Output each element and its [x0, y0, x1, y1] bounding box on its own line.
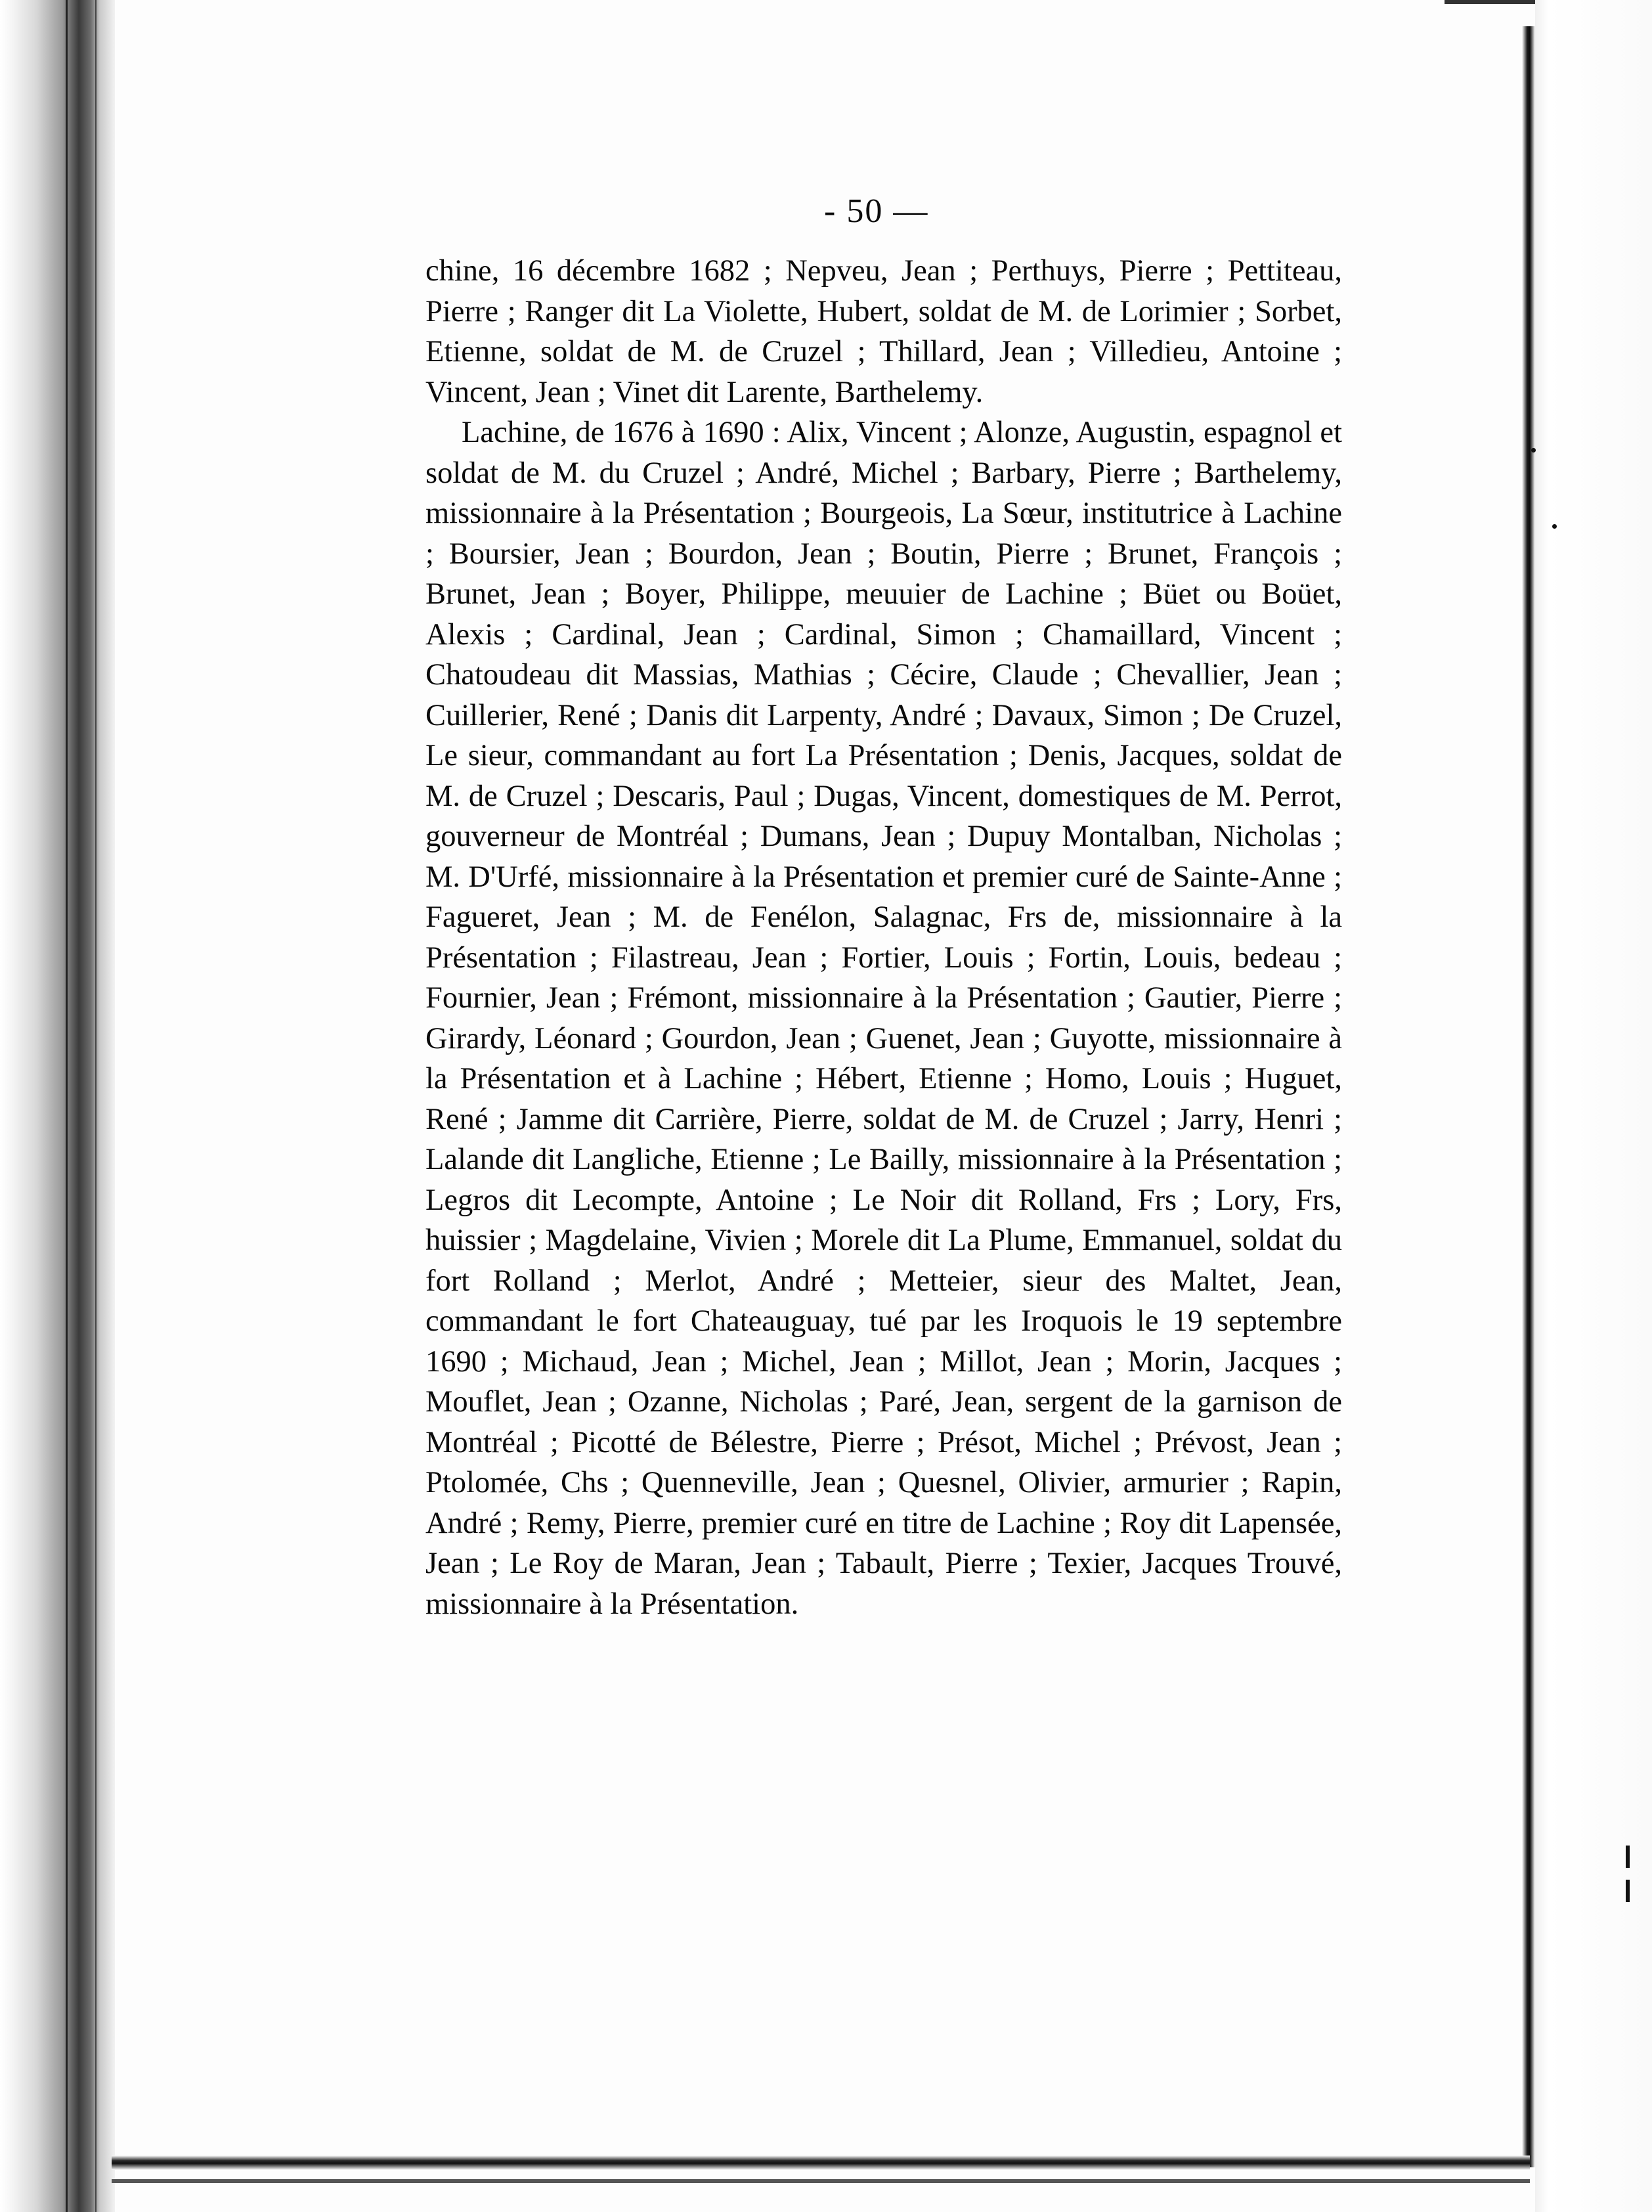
paragraph-lachine-list: Lachine, de 1676 à 1690 : Alix, Vincent ; Alonze, Augustin, espagnol et soldat de M. du Cruzel ; André, Michel ; Barbary, Pierre ; Barthelemy, missionnaire à la Présentation ; Bourgeois, La Sœur, institutrice à Lachine ; Boursier, Jean ; Bourdon, Jean ; Boutin, Pierre ; Brunet, François ; Brunet, Jean ; Boyer, Philippe, meuuier de Lachine ; Büet ou Boüet, Alexis ; Cardinal, Jean ; Cardinal, Simon ; Chamaillard, Vincent ; Chatoudeau dit Massias, Mathias ; Cécire, Claude ; Chevallier, Jean ; Cuillerier, René ; Danis dit Larpenty, André ; Davaux, Simon ; De Cruzel, Le sieur, commandant au fort La Présentation ; Denis, Jacques, soldat de M. de Cruzel ; Descaris, Paul ; Dugas, Vincent, domestiques de M. Perrot, gouverneur de Montréal ; Dumans, Jean ; Dupuy Montalban, Nicholas ; M. D'Urfé, missionnaire à la Présentation et premier curé de Sainte-Anne ; Fagueret, Jean ; M. de Fenélon, Salagnac, Frs de, missionnaire à la Présentation ; Filastreau, Jean ; Fortier, Louis ; Fortin, Louis, bedeau ; Fournier, Jean ; Frémont, missionnaire à la Présentation ; Gautier, Pierre ; Girardy, Léonard ; Gourdon, Jean ; Guenet, Jean ; Guyotte, missionnaire à la Présentation et à Lachine ; Hébert, Etienne ; Homo, Louis ; Huguet, René ; Jamme dit Carrière, Pierre, soldat de M. de Cruzel ; Jarry, Henri ; Lalande dit Langliche, Etienne ; Le Bailly, missionnaire à la Présentation ; Legros dit Lecompte, Antoine ; Le Noir dit Rolland, Frs ; Lory, Frs, huissier ; Magdelaine, Vivien ; Morele dit La Plume, Emmanuel, soldat du fort Rolland ; Merlot, André ; Metteier, sieur des Maltet, Jean, commandant le fort Chateauguay, tué par les Iroquois le 19 septembre 1690 ; Michaud, Jean ; Michel, Jean ; Millot, Jean ; Morin, Jacques ; Mouflet, Jean ; Ozanne, Nicholas ; Paré, Jean, sergent de la garnison de Montréal ; Picotté de Bélestre, Pierre ; Présot, Michel ; Prévost, Jean ; Ptolomée, Chs ; Quenneville, Jean ; Quesnel, Olivier, armurier ; Rapin, André ; Remy, Pierre, premier curé en titre de Lachine ; Roy dit Lapensée, Jean ; Le Roy de Maran, Jean ; Tabault, Pierre ; Texier, Jacques Trouvé, missionnaire à la Présentation.: [425, 416, 1342, 1621]
bottom-edge-line: [112, 2179, 1530, 2183]
speck: [1531, 448, 1536, 453]
facing-page-mark: [1626, 1846, 1630, 1868]
top-edge-shadow: [1445, 0, 1536, 4]
speck: [1552, 524, 1557, 529]
paragraph-continuation: chine, 16 décembre 1682 ; Nepveu, Jean ; Perthuys, Pierre ; Pettiteau, Pierre ; Ranger dit La Violette, Hubert, soldat de M. de Lorimier ; Sorbet, Etienne, soldat de M. de Cruzel ; Thillard, Jean ; Villedieu, Antoine ; Vincent, Jean ; Vinet dit Larente, Barthelemy.: [425, 254, 1342, 409]
page-number: - 50 —: [824, 192, 929, 230]
book-binding-shadow: [0, 0, 115, 2212]
page-edge-shadow: [1522, 26, 1535, 2167]
body-text: [425, 251, 1342, 1624]
facing-page-margin: [1535, 0, 1652, 2212]
facing-page-mark: [1626, 1880, 1630, 1902]
bottom-edge-shadow: [112, 2156, 1530, 2170]
